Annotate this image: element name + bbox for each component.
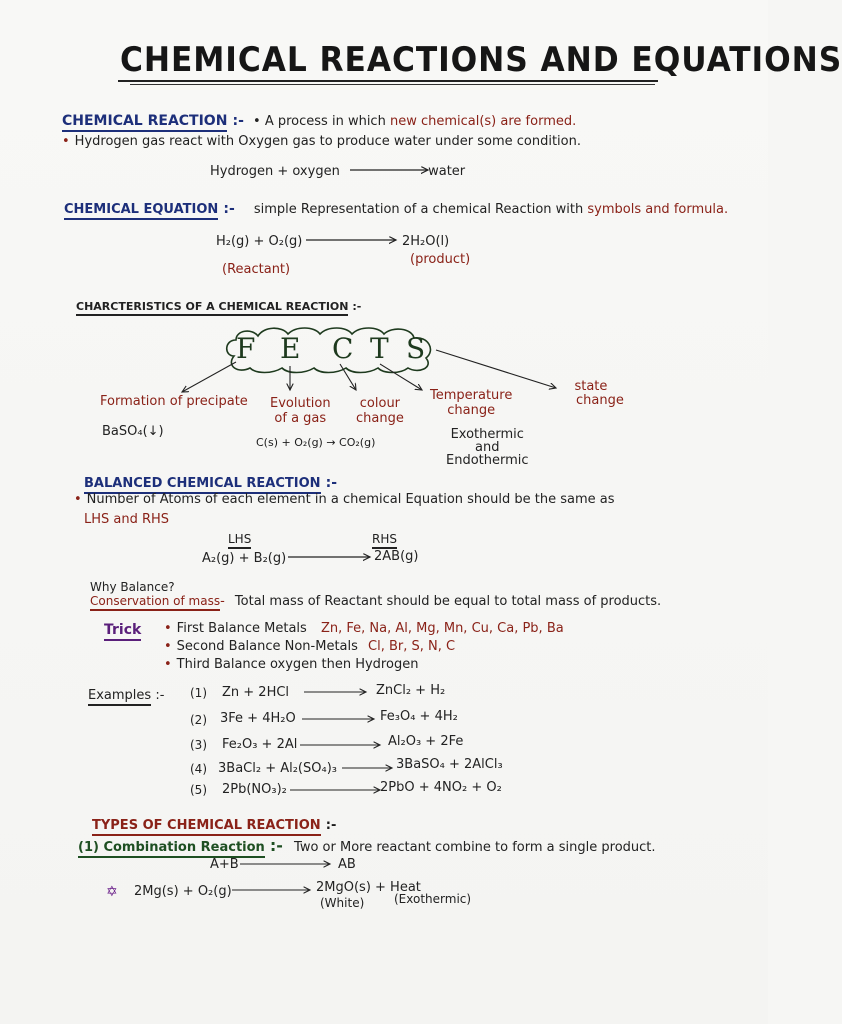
example-1-right: ZnCl₂ + H₂ [376, 683, 446, 698]
chemical-equation-eq-right: 2H₂O(l) [402, 234, 450, 249]
example-4-num: (4) [190, 762, 207, 776]
combination-label: (1) Combination Reaction [78, 840, 265, 858]
fects-t-example [446, 428, 529, 467]
product-label: (product) [410, 252, 471, 267]
fects-c-label [356, 396, 404, 426]
fects-e-example: C(s) + O₂(g) → CO₂(g) [256, 436, 376, 449]
lhs-label: LHS [228, 532, 251, 549]
example-3-left: Fe₂O₃ + 2Al [222, 737, 298, 752]
fects-c-label-2: change [356, 411, 404, 426]
trick-item-2-text: • Second Balance Non-Metals [164, 639, 358, 654]
letter-c: C [332, 332, 354, 365]
page-title: CHEMICAL REACTIONS AND EQUATIONS [120, 40, 842, 80]
chemical-reaction-example-text: Hydrogen gas react with Oxygen gas to produce water under some condition. [74, 134, 581, 149]
fects-s-label [558, 380, 624, 408]
example-4-left: 3BaCl₂ + Al₂(SO₄)₃ [218, 761, 337, 776]
fects-t-example-3: Endothermic [446, 453, 529, 468]
example-2-right: Fe₃O₄ + 4H₂ [380, 709, 458, 724]
balanced-def [74, 492, 615, 507]
fects-c-label-1: colour [359, 396, 401, 411]
chemical-reaction-def-highlight: new chemical(s) are formed. [389, 114, 577, 129]
balanced-section [84, 472, 337, 491]
combination-general-right: AB [338, 857, 356, 872]
word-eq-left: Hydrogen + oxygen [210, 164, 340, 179]
exothermic-label: (Exothermic) [394, 892, 472, 906]
chemical-reaction-heading: CHEMICAL REACTION [62, 113, 227, 132]
letter-t: T [370, 332, 389, 365]
fects-e-label [270, 396, 331, 426]
white-label: (White) [320, 896, 365, 910]
examples-heading-row [88, 688, 164, 703]
chemical-equation-eq-left: H₂(g) + O₂(g) [216, 234, 303, 249]
example-5-left: 2Pb(NO₃)₂ [222, 782, 287, 797]
chemical-equation-heading: CHEMICAL EQUATION [64, 202, 218, 220]
example-3-right: Al₂O₃ + 2Fe [388, 734, 464, 749]
example-2-num: (2) [190, 713, 207, 727]
balanced-sep: :- [325, 475, 338, 491]
example-5-right: 2PbO + 4NO₂ + O₂ [380, 780, 502, 795]
rhs-label: RHS [372, 532, 397, 549]
trick-item-1-detail: Zn, Fe, Na, Al, Mg, Mn, Cu, Ca, Pb, Ba [320, 621, 564, 636]
trick-item [164, 620, 564, 638]
example-2-left: 3Fe + 4H₂O [220, 711, 296, 726]
trick-item-1-text: • First Balance Metals [164, 621, 307, 636]
star-icon: ✡ [106, 884, 118, 900]
combination-def: Two or More reactant combine to form a single product. [294, 840, 656, 855]
types-section [92, 814, 336, 833]
letter-s: S [406, 332, 426, 365]
balanced-def-text: Number of Atoms of each element in a chemical Equation should be the same as [86, 492, 615, 507]
conservation-statement: Total mass of Reactant should be equal to total mass of products. [234, 594, 662, 609]
example-5-num: (5) [190, 783, 207, 797]
chemical-equation-def: simple Representation of a chemical Reaction with [253, 202, 588, 217]
balanced-eq-left: A₂(g) + B₂(g) [202, 551, 287, 566]
example-4-right: 3BaSO₄ + 2AlCl₃ [396, 757, 503, 772]
examples-label: Examples [88, 688, 151, 706]
conservation-row [90, 594, 661, 609]
fects-e-label-1: Evolution [270, 396, 331, 411]
reactant-label: (Reactant) [222, 262, 291, 277]
types-sep: :- [325, 818, 337, 833]
chemical-reaction-sep: :- [232, 113, 244, 129]
chemical-equation-sep: :- [223, 201, 235, 217]
combination-eg-right: 2MgO(s) + Heat [316, 880, 421, 895]
balanced-def-line2: LHS and RHS [84, 512, 170, 527]
trick-item [164, 638, 564, 656]
fects-t-example-2: and [475, 440, 500, 455]
trick-list [164, 620, 564, 674]
example-1-num: (1) [190, 686, 207, 700]
trick-item-3-text: • Third Balance oxygen then Hydrogen [164, 657, 418, 672]
combination-eg-left: 2Mg(s) + O₂(g) [134, 884, 232, 899]
example-1-left: Zn + 2HCl [222, 685, 290, 700]
balanced-heading: BALANCED CHEMICAL REACTION [84, 476, 321, 494]
examples-sep: :- [155, 688, 165, 703]
letter-e: E [280, 332, 301, 365]
conservation-dash: - [220, 594, 225, 609]
fects-t-label-1: Temperature [430, 388, 513, 403]
characteristics-heading: CHARCTERISTICS OF A CHEMICAL REACTION [76, 300, 348, 316]
trick-label: Trick [104, 622, 141, 641]
combination-row [78, 836, 656, 855]
why-balance: Why Balance? [90, 580, 175, 594]
trick-item-2-detail: Cl, Br, S, N, C [368, 639, 456, 654]
chemical-reaction-def: • A process in which [253, 114, 390, 129]
fects-t-label [430, 388, 512, 418]
word-eq-right: water [428, 164, 466, 179]
balanced-eq-right: 2AB(g) [374, 549, 419, 564]
trick-item [164, 656, 564, 674]
characteristics-sep: :- [352, 300, 362, 313]
fects-s-label-1: state [574, 379, 608, 394]
fects-e-label-2: of a gas [274, 411, 327, 426]
letter-f: F [236, 332, 256, 365]
combination-general-left: A+B [210, 857, 239, 872]
fects-s-label-2: change [576, 393, 624, 408]
types-heading: TYPES OF CHEMICAL REACTION [92, 818, 321, 836]
conservation-label: Conservation of mass [90, 594, 220, 611]
fects-t-label-2: change [447, 403, 496, 418]
fects-t-example-1: Exothermic [450, 427, 524, 442]
fects-f-label: Formation of precipate [100, 394, 248, 409]
chemical-equation-def-highlight: symbols and formula. [587, 202, 729, 217]
fects-f-example: BaSO₄(↓) [102, 424, 164, 439]
example-3-num: (3) [190, 738, 207, 752]
combination-sep: :- [269, 836, 283, 855]
